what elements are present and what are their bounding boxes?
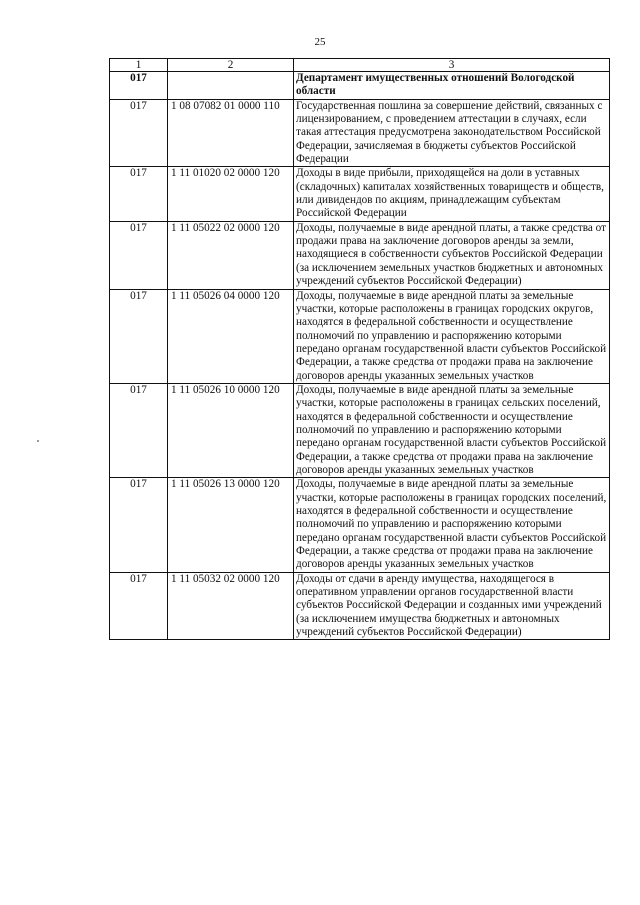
table-row <box>110 221 610 289</box>
admin-code-cell: 017 <box>110 99 168 167</box>
scan-mark <box>37 440 39 442</box>
department-name: Департамент имущественных отношений Вологодской области <box>294 72 610 100</box>
description-cell: Государственная пошлина за совершение действий, связанных с лицензированием, с проведением аттестации в случаях, если такая аттестация предусмотрена законодательством Российской Федерации, зачисляемая в бюджеты субъектов Российской Федерации <box>294 99 610 167</box>
kbk-cell: 1 11 05032 02 0000 120 <box>168 572 294 640</box>
department-row <box>110 72 610 100</box>
department-code: 017 <box>110 72 168 100</box>
table-row <box>110 478 610 572</box>
revenue-codes-table <box>109 58 610 640</box>
admin-code-cell: 017 <box>110 221 168 289</box>
description-cell: Доходы в виде прибыли, приходящейся на доли в уставных (складочных) капиталах хозяйственных товариществ и обществ, или дивидендов по акциям, принадлежащим субъектам Российской Федерации <box>294 167 610 221</box>
table-row <box>110 99 610 167</box>
column-header-2: 2 <box>168 59 294 72</box>
admin-code-cell: 017 <box>110 167 168 221</box>
kbk-cell: 1 08 07082 01 0000 110 <box>168 99 294 167</box>
department-kbk-empty <box>168 72 294 100</box>
description-cell: Доходы, получаемые в виде арендной платы, а также средства от продажи права на заключение договоров аренды за земли, находящиеся в собственности субъектов Российской Федерации (за исключением земельных участков бюджетных и автономных учреждений субъектов Российской Федерации) <box>294 221 610 289</box>
kbk-cell: 1 11 05026 10 0000 120 <box>168 383 294 477</box>
kbk-cell: 1 11 05022 02 0000 120 <box>168 221 294 289</box>
table-row <box>110 167 610 221</box>
admin-code-cell: 017 <box>110 383 168 477</box>
description-cell: Доходы, получаемые в виде арендной платы за земельные участки, которые расположены в границах городских поселений, находятся в федеральной собственности и осуществление полномочий по управлению и распоряжению которыми передано органам государственной власти субъектов Российской Федерации, а также средства от продажи права на заключение договоров аренды указанных земельных участков <box>294 478 610 572</box>
kbk-cell: 1 11 05026 04 0000 120 <box>168 289 294 383</box>
column-header-3: 3 <box>294 59 610 72</box>
kbk-cell: 1 11 01020 02 0000 120 <box>168 167 294 221</box>
admin-code-cell: 017 <box>110 572 168 640</box>
description-cell: Доходы от сдачи в аренду имущества, находящегося в оперативном управлении органов государственной власти субъектов Российской Федерации и созданных ими учреждений (за исключением имущества бюджетных и автономных учреждений субъектов Российской Федерации) <box>294 572 610 640</box>
description-cell: Доходы, получаемые в виде арендной платы за земельные участки, которые расположены в границах сельских поселений, находятся в федеральной собственности и осуществление полномочий по управлению и распоряжению которыми передано органам государственной власти субъектов Российской Федерации, а также средства от продажи права на заключение договоров аренды указанных земельных участков <box>294 383 610 477</box>
kbk-cell: 1 11 05026 13 0000 120 <box>168 478 294 572</box>
admin-code-cell: 017 <box>110 289 168 383</box>
admin-code-cell: 017 <box>110 478 168 572</box>
page-number: 25 <box>314 36 326 48</box>
description-cell: Доходы, получаемые в виде арендной платы за земельные участки, которые расположены в границах городских округов, находятся в федеральной собственности и осуществление полномочий по управлению и распоряжению которыми передано органам государственной власти субъектов Российской Федерации, а также средства от продажи права на заключение договоров аренды указанных земельных участков <box>294 289 610 383</box>
table-row <box>110 383 610 477</box>
table-row <box>110 289 610 383</box>
table-header-row <box>110 59 610 72</box>
column-header-1: 1 <box>110 59 168 72</box>
table-row <box>110 572 610 640</box>
